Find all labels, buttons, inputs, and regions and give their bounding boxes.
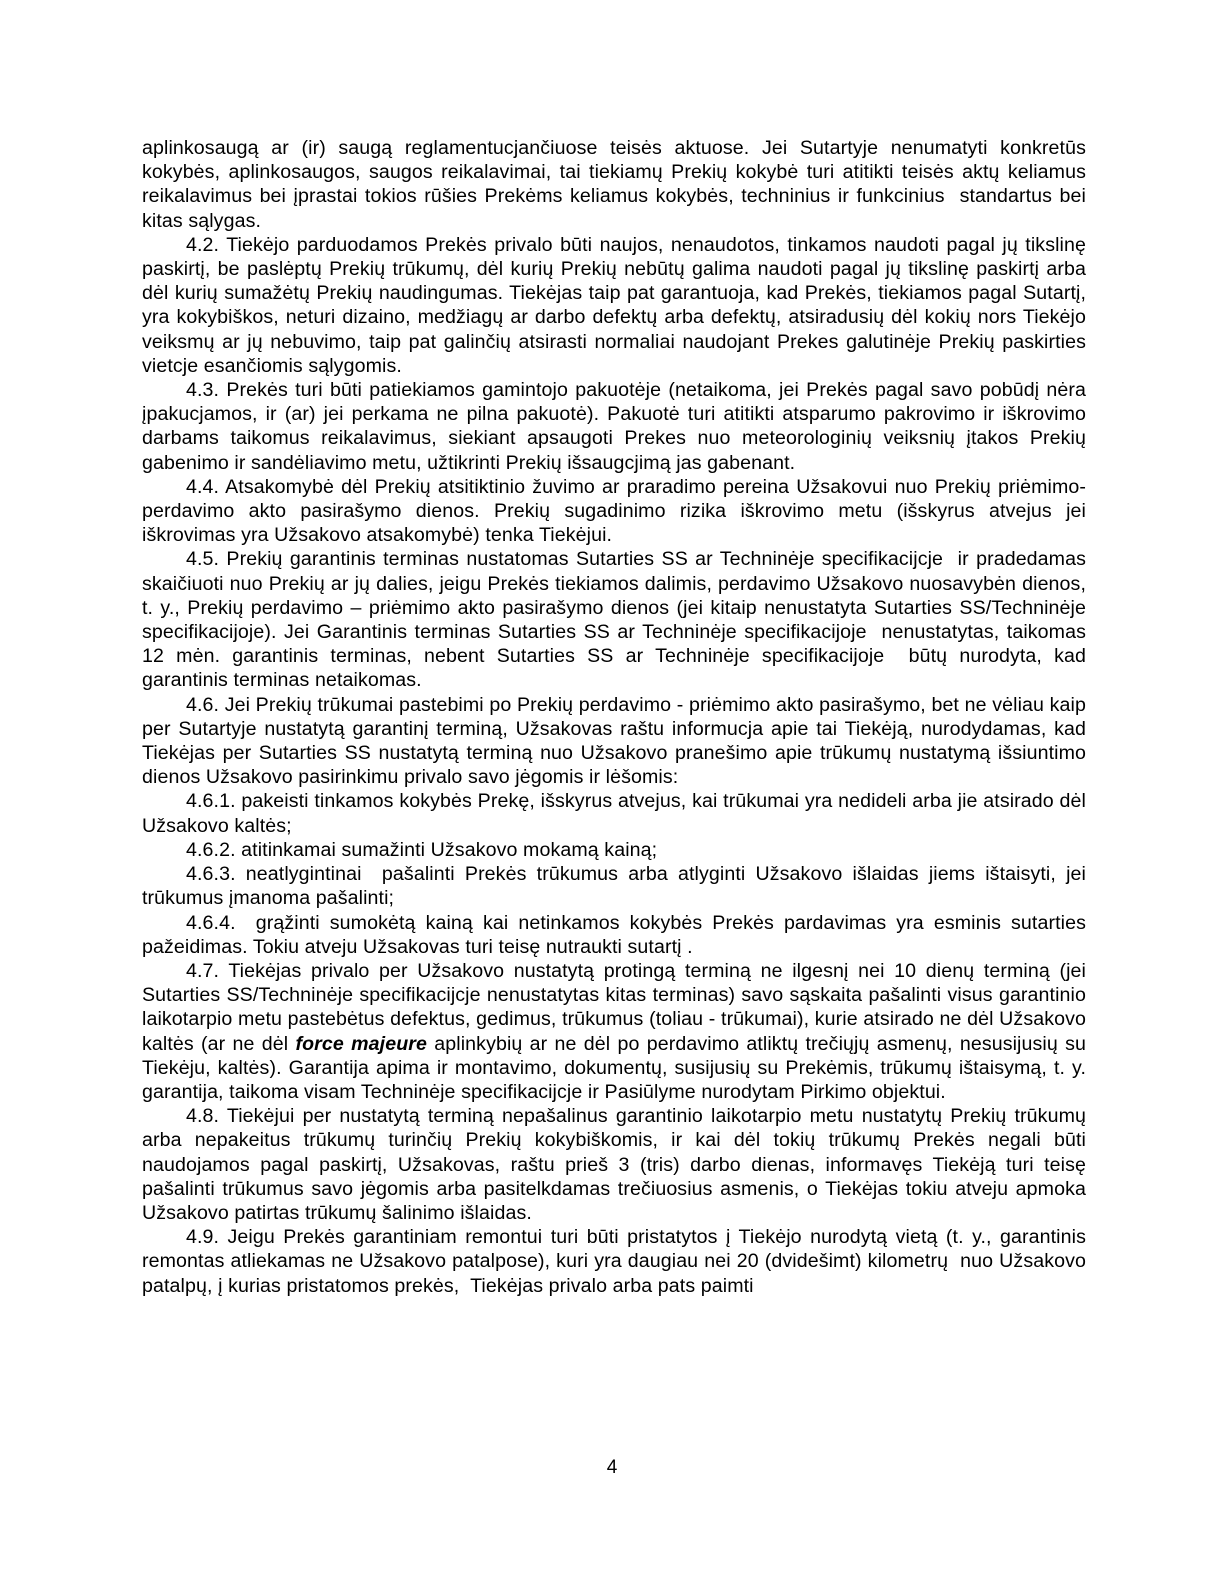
page-footer xyxy=(0,1456,1224,1480)
paragraph-4-6-1: 4.6.1. pakeisti tinkamos kokybės Prekę, išskyrus atvejus, kai trūkumai yra nedideli arba jie atsirado dėl Užsakovo kaltės; xyxy=(142,790,1092,837)
paragraph-4-6-2: 4.6.2. atitinkamai sumažinti Užsakovo mokamą kainą; xyxy=(186,838,658,861)
paragraph-4-1-continuation: aplinkosaugą ar (ir) saugą reglamentucjančiuose teisės aktuose. Jei Sutartyje nenumatyti konkretūs kokybės, aplinkosaugos, saugos reikalavimai, tai tiekiamų Prekių kokybė turi atitikti teisės aktų keliamus reikalavimus bei įprastai tokios rūšies Prekėms keliamus kokybės, techninius ir funkcinius standartus bei kitas sąlygas. xyxy=(142,137,1092,232)
paragraph-4-6: 4.6. Jei Prekių trūkumai pastebimi po Prekių perdavimo - priėmimo akto pasirašymo, bet ne vėliau kaip per Sutartyje nustatytą garantinį terminą, Užsakovas raštu informucja apie tai Tiekėją, nurodydamas, kad Tiekėjas per Sutarties SS nustatytą terminą nuo Užsakovo pranešimo apie trūkumų nustatymą išsiuntimo dienos Užsakovo pasirinkimu privalo savo jėgomis ir lėšomis: xyxy=(142,693,1092,789)
paragraph-4-9: 4.9. Jeigu Prekės garantiniam remontui turi būti pristatytos į Tiekėjo nurodytą vietą (t. y., garantinis remontas atliekamas ne Užsakovo patalpose), kuri yra daugiau nei 20 (dvidešimt) kilometrų nuo Užsakovo patalpų, į kurias pristatomos prekės, Tiekėjas privalo arba pats paimti xyxy=(142,1226,1092,1297)
paragraph-4-4: 4.4. Atsakomybė dėl Prekių atsitiktinio žuvimo ar praradimo pereina Užsakovui nuo Prekių priėmimo-perdavimo akto pasirašymo dienos. Prekių sugadinimo rizika iškrovimo metu (išskyrus atvejus jei iškrovimas yra Užsakovo atsakomybė) tenka Tiekėjui. xyxy=(142,475,1092,547)
paragraph-4-5: 4.5. Prekių garantinis terminas nustatomas Sutarties SS ar Techninėje specifikacijcje ir pradedamas skaičiuoti nuo Prekių ar jų dalies, jeigu Prekės tiekiamos dalimis, perdavimo Užsakovo nuosavybėn dienos, t. y., Prekių perdavimo – priėmimo akto pasirašymo dienos (jei kitaip nenustatyta Sutarties SS/Techninėje specifikacijoje). Jei Garantinis terminas Sutarties SS ar Techninėje specifikacijoje nenustatytas, taikomas 12 mėn. garantinis terminas, nebent Sutarties SS ar Techninėje specifikacijoje būtų nurodyta, kad garantinis terminas netaikomas. xyxy=(142,548,1092,692)
paragraph-4-7-text-post: aplinkybių ar ne dėl po perdavimo atliktų trečiųjų asmenų, nesusijusių su Tiekėju, kaltės). Garantija apima ir montavimo, dokumentų, susijusių su Prekėmis, trūkumų ištaisymą, t. y. garantija, taikoma visam Techninėje specifikacijcje ir Pasiūlyme nurodytam Pirkimo objektui. xyxy=(142,1032,1092,1103)
paragraph-4-6-4: 4.6.4. grąžinti sumokėtą kainą kai netinkamos kokybės Prekės pardavimas yra esminis sutarties pažeidimas. Tokiu atveju Užsakovas turi teisę nutraukti sutartį . xyxy=(142,911,1092,958)
force-majeure-term: force majeure xyxy=(295,1032,428,1055)
paragraph-4-6-3: 4.6.3. neatlygintinai pašalinti Prekės trūkumus arba atlyginti Užsakovo išlaidas jiems ištaisyti, jei trūkumus įmanoma pašalinti; xyxy=(142,863,1092,910)
paragraph-4-7-text-pre: 4.7. Tiekėjas privalo per Užsakovo nustatytą protingą terminą ne ilgesnį nei 10 dienų terminą (jei Sutarties SS/Techninėje specifikacijcje nenustatytas kitas terminas) savo sąskaita pašalinti visus garantinio laikotarpio metu pastebėtus defektus, gedimus, trūkumus (toliau - trūkumai), kurie atsirado ne dėl Užsakovo kaltės (ar ne dėl xyxy=(142,959,1092,1055)
page-number: 4 xyxy=(606,1457,618,1478)
paragraph-4-2: 4.2. Tiekėjo parduodamos Prekės privalo būti naujos, nenaudotos, tinkamos naudoti pagal jų tikslinę paskirtį, be paslėptų Prekių trūkumų, dėl kurių Prekių nebūtų galima naudoti pagal jų tikslinę paskirtį arba dėl kurių sumažėtų Prekių naudingumas. Tiekėjas taip pat garantuoja, kad Prekės, tiekiamos pagal Sutartį, yra kokybiškos, neturi dizaino, medžiagų ar darbo defektų arba defektų, atsiradusių dėl kokių nors Tiekėjo veiksmų ar jų nebuvimo, taip pat galinčių atsirasti normaliai naudojant Prekes galutinėje Prekių paskirties vietcje esančiomis sąlygomis. xyxy=(142,233,1092,377)
paragraph-4-8: 4.8. Tiekėjui per nustatytą terminą nepašalinus garantinio laikotarpio metu nustatytų Prekių trūkumų arba nepakeitus trūkumų turinčių Prekių kokybiškomis, ir kai dėl tokių trūkumų Prekės negali būti naudojamos pagal paskirtį, Užsakovas, raštu prieš 3 (tris) darbo dienas, informavęs Tiekėją turi teisę pašalinti trūkumus savo jėgomis arba pasitelkdamas trečiuosius asmenis, o Tiekėjas tokiu atveju apmoka Užsakovo patirtas trūkumų šalinimo išlaidas. xyxy=(142,1105,1092,1224)
paragraph-4-3: 4.3. Prekės turi būti patiekiamos gamintojo pakuotėje (netaikoma, jei Prekės pagal savo pobūdį nėra įpakucjamos, ir (ar) jei perkama ne pilna pakuotė). Pakuotė turi atitikti atsparumo pakrovimo ir iškrovimo darbams taikomus reikalavimus, siekiant apsaugoti Prekes nuo meteorologinių veiksnių įtakos Prekių gabenimo ir sandėliavimo metu, užtikrinti Prekių išsaugcjimą jas gabenant. xyxy=(142,379,1092,474)
paragraph-4-7 xyxy=(142,959,1092,1104)
contract-body xyxy=(142,136,1092,1298)
